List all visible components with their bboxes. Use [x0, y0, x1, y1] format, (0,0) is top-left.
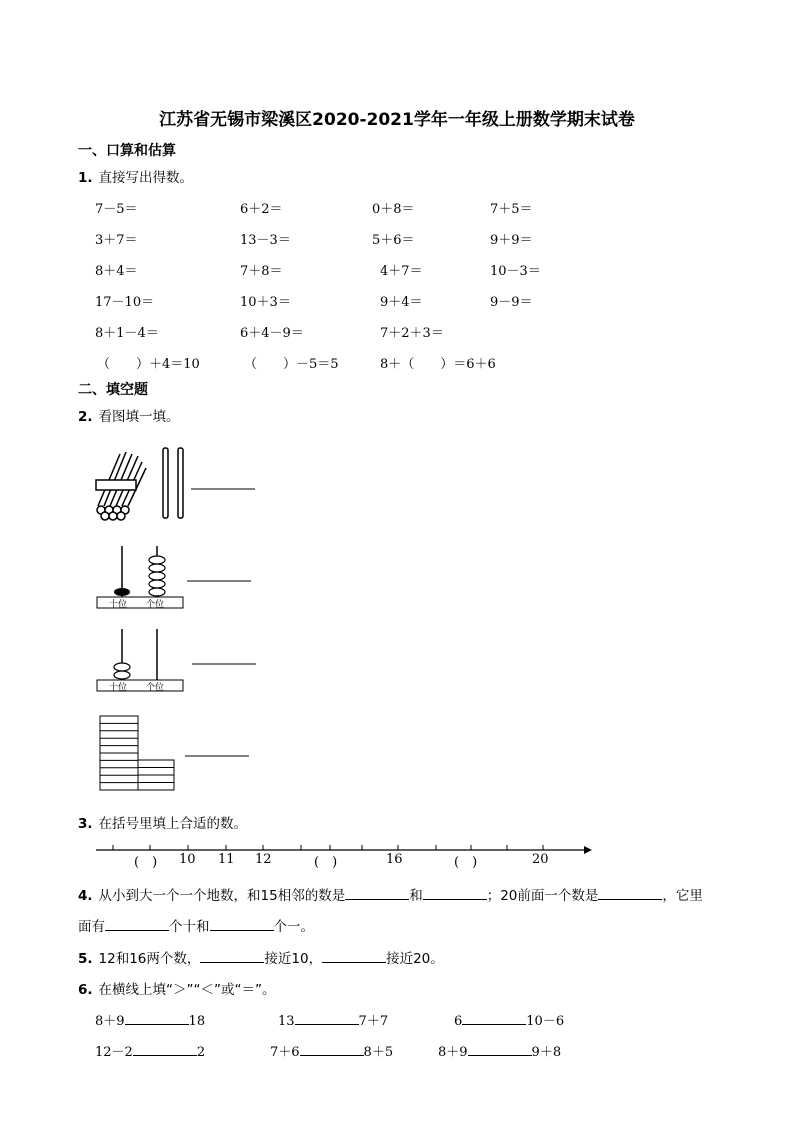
tens-label: 十位 — [109, 683, 128, 693]
answer-blank[interactable] — [210, 930, 274, 931]
compare-right: 18 — [188, 1014, 206, 1029]
compare-item — [438, 1041, 561, 1060]
calc-item: 6＋2＝ — [240, 202, 283, 217]
numberline-label: 10 — [179, 852, 196, 867]
question-5 — [78, 947, 444, 967]
compare-left: 12－2 — [95, 1045, 133, 1060]
calc-item: 9＋4＝ — [380, 295, 423, 310]
question-number: 3. — [78, 816, 93, 832]
numberline-blank: ( ) — [454, 855, 478, 870]
compare-right: 2 — [196, 1045, 206, 1060]
calc-item: （ ）－5＝5 — [244, 357, 339, 372]
answer-blank[interactable] — [105, 930, 169, 931]
question-4 — [78, 884, 703, 904]
question-text: 在横线上填“＞”“＜”或“＝”。 — [98, 982, 276, 998]
question-number: 4. — [78, 888, 93, 904]
compare-left: 13 — [278, 1014, 295, 1029]
question-text: 12和16两个数， — [98, 951, 201, 967]
ones-label: 个位 — [146, 600, 165, 610]
calc-item: 8＋4＝ — [95, 264, 138, 279]
question-text: 和 — [409, 888, 423, 904]
number-line — [96, 842, 596, 856]
question-text: 个十和 — [169, 919, 210, 935]
compare-left: 6 — [454, 1014, 463, 1029]
calc-item: 8＋（ ）＝6＋6 — [380, 357, 496, 372]
question-text: ，它里 — [662, 888, 703, 904]
numberline-label: 12 — [255, 852, 272, 867]
compare-item — [278, 1010, 388, 1029]
calc-item: 0＋8＝ — [372, 202, 415, 217]
compare-right: 7＋7 — [358, 1014, 389, 1029]
answer-blank[interactable] — [468, 1055, 532, 1056]
question-text: ；20前面一个数是 — [486, 888, 599, 904]
question-text: 看图填一填。 — [98, 409, 180, 425]
numberline-blank: ( ) — [134, 855, 158, 870]
answer-blank[interactable] — [200, 962, 264, 963]
compare-left: 7＋6 — [270, 1045, 300, 1060]
compare-item — [270, 1041, 393, 1060]
section-heading: 一、口算和估算 — [78, 143, 176, 159]
calc-item: 13－3＝ — [240, 233, 291, 248]
answer-blank[interactable] — [133, 1055, 197, 1056]
question-number: 2. — [78, 409, 93, 425]
answer-blank[interactable] — [295, 1024, 359, 1025]
question-1 — [78, 166, 193, 186]
calc-item: 7－5＝ — [95, 202, 138, 217]
question-4-continued — [78, 915, 314, 935]
sticks-bundle-figure — [90, 444, 260, 524]
question-text: 面有 — [78, 919, 105, 935]
question-number: 1. — [78, 170, 93, 186]
compare-right: 8＋5 — [363, 1045, 394, 1060]
ten-bars-figure — [98, 714, 258, 794]
ones-label: 个位 — [146, 683, 165, 693]
question-6 — [78, 978, 276, 998]
question-number: 6. — [78, 982, 93, 998]
calc-item: 6＋4－9＝ — [240, 326, 304, 341]
calc-item: 4＋7＝ — [380, 264, 423, 279]
answer-blank[interactable] — [598, 899, 662, 900]
numberline-blank: ( ) — [314, 855, 338, 870]
question-3 — [78, 812, 247, 832]
question-text: 接近20。 — [386, 951, 444, 967]
calc-item: 8＋1－4＝ — [95, 326, 159, 341]
calc-item: 7＋2＋3＝ — [380, 326, 444, 341]
calc-item: 10＋3＝ — [240, 295, 291, 310]
calc-item: 5＋6＝ — [372, 233, 415, 248]
compare-item — [95, 1010, 205, 1029]
numberline-label: 20 — [532, 852, 549, 867]
calc-item: （ ）＋4＝10 — [97, 357, 200, 372]
answer-blank[interactable] — [300, 1055, 364, 1056]
answer-blank[interactable] — [345, 899, 409, 900]
calc-item: 17－10＝ — [95, 295, 155, 310]
question-text: 在括号里填上合适的数。 — [98, 816, 248, 832]
question-text: 从小到大一个一个地数，和15相邻的数是 — [98, 888, 346, 904]
page-title: 江苏省无锡市梁溪区2020-2021学年一年级上册数学期末试卷 — [159, 110, 635, 130]
compare-item — [454, 1010, 564, 1029]
calc-item: 7＋8＝ — [240, 264, 283, 279]
numberline-label: 16 — [386, 852, 403, 867]
compare-right: 9＋8 — [531, 1045, 562, 1060]
compare-left: 8＋9 — [95, 1014, 125, 1029]
answer-blank[interactable] — [462, 1024, 526, 1025]
question-text: 接近10， — [264, 951, 323, 967]
answer-blank[interactable] — [423, 899, 487, 900]
numberline-label: 11 — [218, 852, 235, 867]
calc-item: 3＋7＝ — [95, 233, 138, 248]
question-2 — [78, 405, 180, 425]
question-text: 直接写出得数。 — [98, 170, 194, 186]
calc-item: 9＋9＝ — [490, 233, 533, 248]
calc-item: 7＋5＝ — [490, 202, 533, 217]
compare-left: 8＋9 — [438, 1045, 468, 1060]
compare-item — [95, 1041, 205, 1060]
tens-label: 十位 — [109, 600, 128, 610]
section-heading: 二、填空题 — [78, 382, 148, 398]
calc-item: 9－9＝ — [490, 295, 533, 310]
question-number: 5. — [78, 951, 93, 967]
answer-blank[interactable] — [125, 1024, 189, 1025]
compare-right: 10－6 — [526, 1014, 565, 1029]
question-text: 个一。 — [273, 919, 314, 935]
calc-item: 10－3＝ — [490, 264, 541, 279]
answer-blank[interactable] — [322, 962, 386, 963]
